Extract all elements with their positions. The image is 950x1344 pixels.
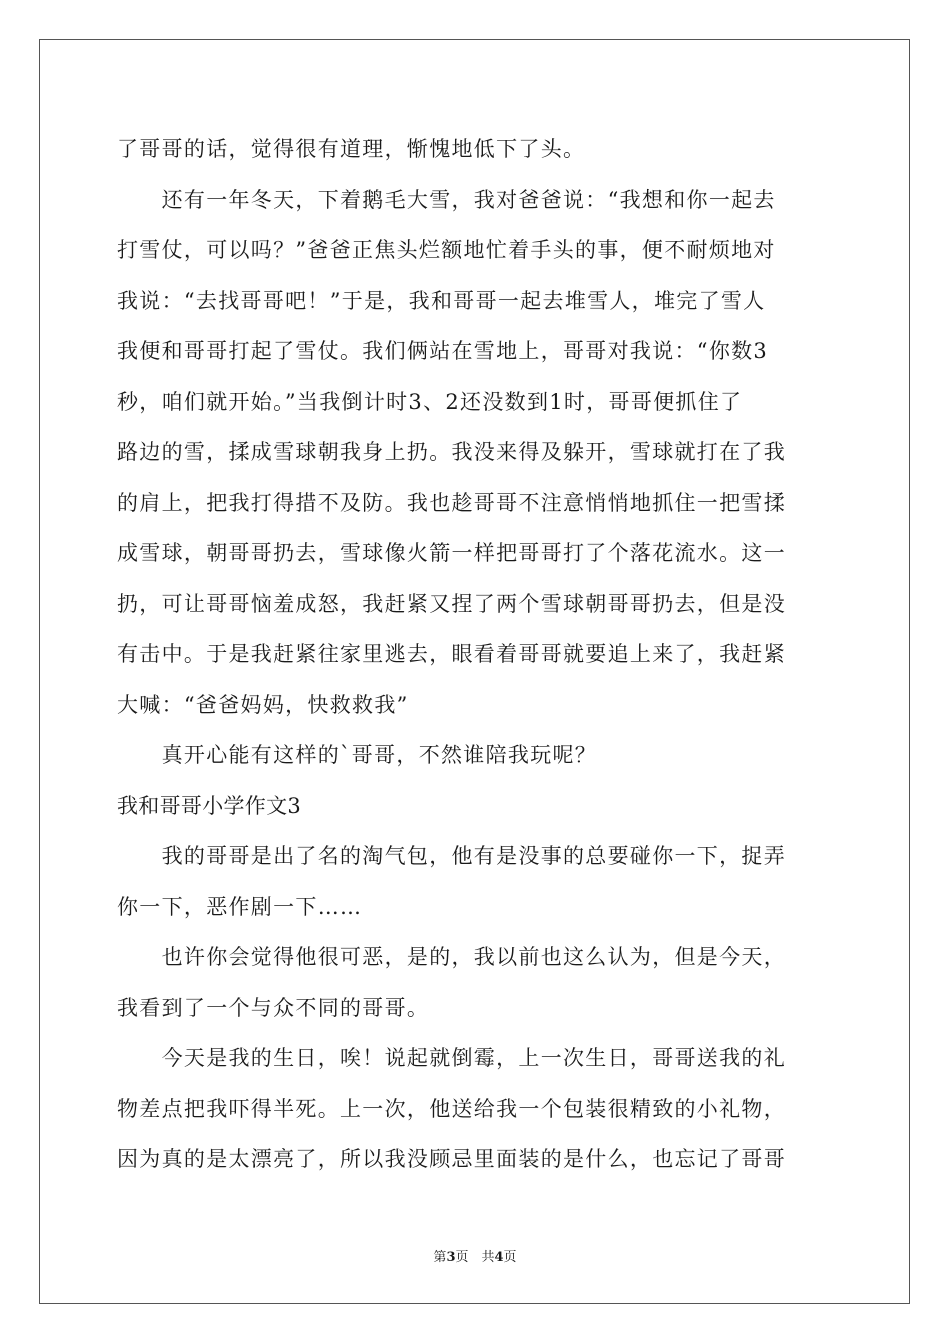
text-line: 物差点把我吓得半死。上一次，他送给我一个包装很精致的小礼物， — [117, 1096, 786, 1121]
text-line: 还有一年冬天，下着鹅毛大雪，我对爸爸说：“我想和你一起去 — [117, 187, 776, 212]
text-line: 也许你会觉得他很可恶，是的，我以前也这么认为，但是今天， — [117, 945, 786, 969]
text-line: 你一下，恶作剧一下…… — [117, 894, 363, 919]
text-line: 我说：“去找哥哥吧！”于是，我和哥哥一起去堆雪人，堆完了雪人 — [117, 288, 766, 313]
text-line: 我的哥哥是出了名的淘气包，他有是没事的总要碰你一下，捉弄 — [117, 844, 786, 868]
page-label-suffix: 页 — [503, 1250, 517, 1265]
total-pages-number: 4 — [494, 1250, 504, 1265]
text-line: 大喊：“爸爸妈妈，快救救我” — [117, 692, 409, 717]
text-line: 的肩上，把我打得措不及防。我也趁哥哥不注意悄悄地抓住一把雪揉 — [117, 490, 786, 515]
section-heading: 我和哥哥小学作文3 — [117, 793, 302, 818]
page-label-mid: 页 共 — [455, 1250, 495, 1265]
current-page-number: 3 — [446, 1250, 456, 1265]
page-footer — [0, 1246, 950, 1265]
text-line: 今天是我的生日，唉！说起就倒霉，上一次生日，哥哥送我的礼 — [117, 1046, 786, 1070]
page-label-prefix: 第 — [433, 1250, 447, 1265]
text-line: 因为真的是太漂亮了，所以我没顾忌里面装的是什么，也忘记了哥哥 — [117, 1147, 786, 1171]
text-line: 我便和哥哥打起了雪仗。我们俩站在雪地上，哥哥对我说：“你数3 — [117, 339, 769, 363]
text-line: 扔，可让哥哥恼羞成怒，我赶紧又捏了两个雪球朝哥哥扔去，但是没 — [117, 591, 786, 616]
text-line: 真开心能有这样的`哥哥，不然谁陪我玩呢？ — [117, 743, 598, 767]
text-line: 了哥哥的话，觉得很有道理，惭愧地低下了头。 — [117, 137, 586, 161]
text-line: 路边的雪，揉成雪球朝我身上扔。我没来得及躲开，雪球就打在了我 — [117, 440, 786, 464]
text-line: 我看到了一个与众不同的哥哥。 — [117, 995, 430, 1020]
text-line: 打雪仗，可以吗？”爸爸正焦头烂额地忙着手头的事，便不耐烦地对 — [117, 238, 776, 262]
text-line: 有击中。于是我赶紧往家里逃去，眼看着哥哥就要追上来了，我赶紧 — [117, 642, 786, 666]
document-body — [117, 124, 833, 1185]
text-line: 秒，咱们就开始。”当我倒计时3、2还没数到1时，哥哥便抓住了 — [117, 389, 743, 414]
text-line: 成雪球，朝哥哥扔去，雪球像火箭一样把哥哥打了个落花流水。这一 — [117, 541, 786, 565]
